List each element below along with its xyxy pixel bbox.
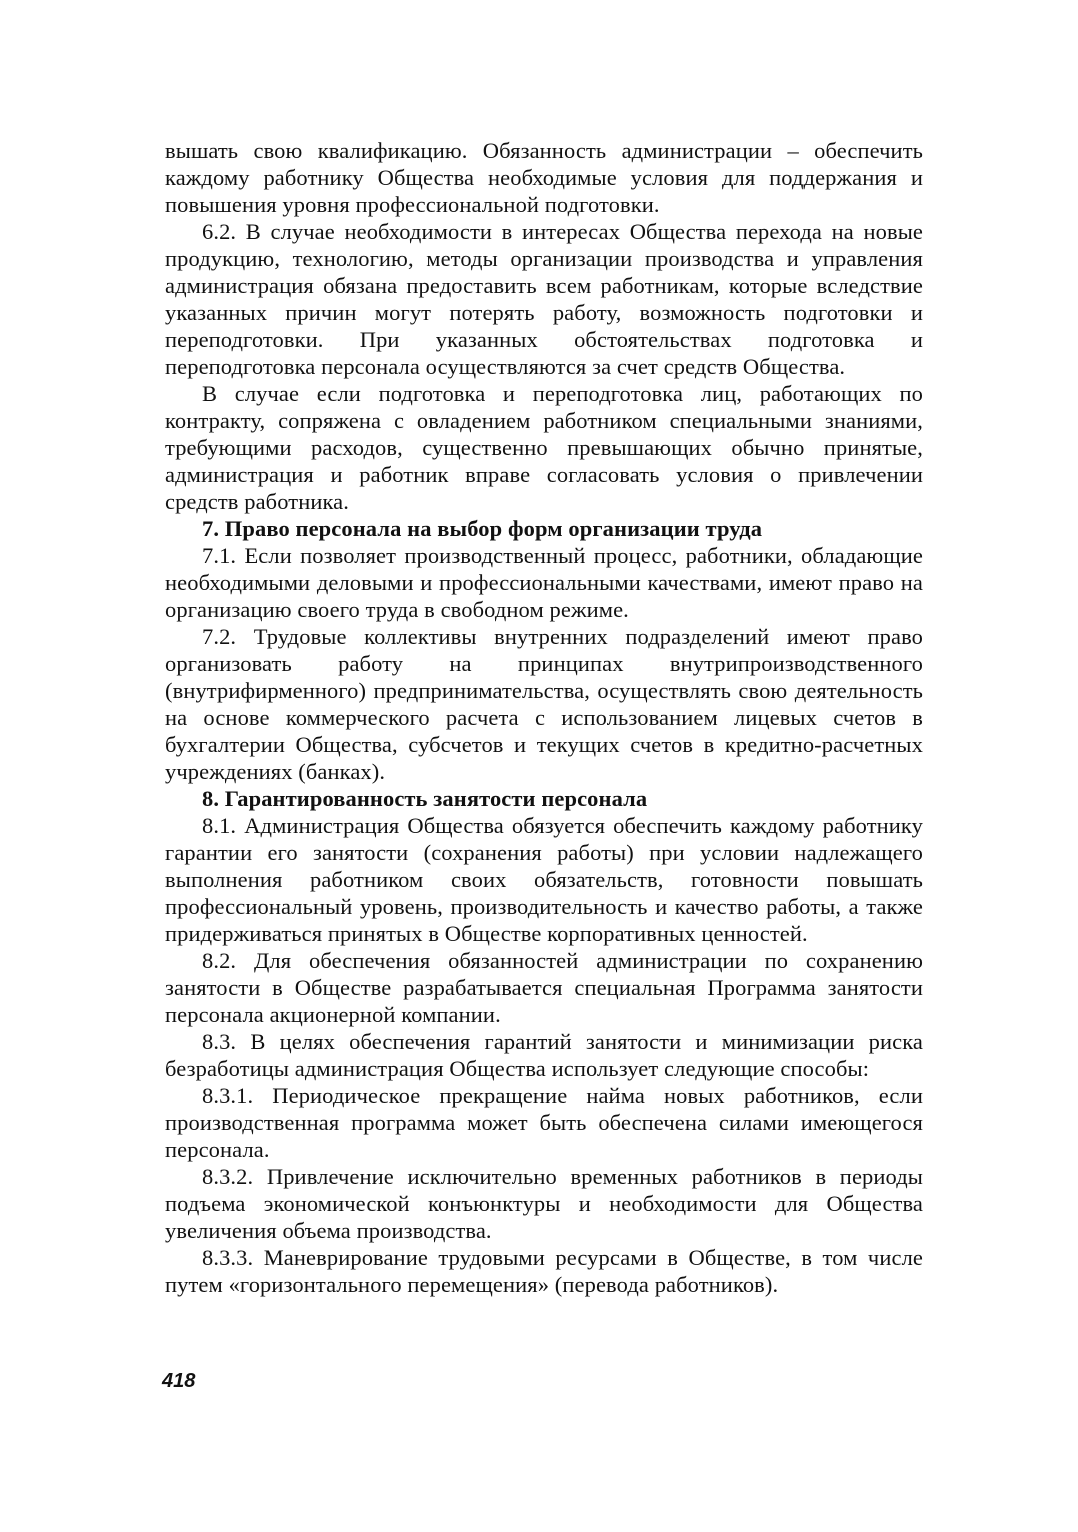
page-number: 418 xyxy=(162,1370,196,1392)
paragraph-7-2: 7.2. Трудовые коллективы внутренних подразделений имеют право организовать работу на принципах внутрипроизводственного (внутрифирменного) предпринимательства, осуществлять свою деятельность на основе коммерческого расчета с использованием лицевых счетов в бухгалтерии Общества, субсчетов и текущих счетов в кредитно-расчетных учреждениях (банках). xyxy=(165,624,923,784)
paragraph-8-3-2: 8.3.2. Привлечение исключительно временных работников в периоды подъема экономической конъюнктуры и необходимости для Общества увеличения объема производства. xyxy=(165,1164,923,1243)
section-heading-8: 8. Гарантированность занятости персонала xyxy=(202,786,648,811)
paragraph-8-3-3: 8.3.3. Маневрирование трудовыми ресурсами в Обществе, в том числе путем «горизонтального перемещения» (перевода работников). xyxy=(165,1245,923,1297)
section-heading-7: 7. Право персонала на выбор форм организации труда xyxy=(202,516,763,541)
paragraph-8-3: 8.3. В целях обеспечения гарантий занятости и минимизации риска безработицы администрация Общества использует следующие способы: xyxy=(165,1029,923,1081)
paragraph-8-1: 8.1. Администрация Общества обязуется обеспечить каждому работнику гарантии его занятости (сохранения работы) при условии надлежащего выполнения работником своих обязательств, готовности повышать профессиональный уровень, производительность и качество работы, а также придерживаться принятых в Обществе корпоративных ценностей. xyxy=(165,813,923,946)
paragraph-6-2: 6.2. В случае необходимости в интересах Общества перехода на новые продукцию, технологию, методы организации производства и управления администрация обязана предоставить всем работникам, которые вследствие указанных причин могут потерять работу, возможность подготовки и переподготовки. При указанных обстоятельствах подготовка и переподготовка персонала осуществляются за счет средств Общества. xyxy=(165,219,923,379)
paragraph-7-1: 7.1. Если позволяет производственный процесс, работники, обладающие необходимыми деловыми и профессиональными качествами, имеют право на организацию своего труда в свободном режиме. xyxy=(165,543,923,622)
page-body xyxy=(165,137,923,1298)
paragraph-8-3-1: 8.3.1. Периодическое прекращение найма новых работников, если производственная программа может быть обеспечена силами имеющегося персонала. xyxy=(165,1083,923,1162)
paragraph-8-2: 8.2. Для обеспечения обязанностей администрации по сохранению занятости в Обществе разрабатывается специальная Программа занятости персонала акционерной компании. xyxy=(165,948,923,1027)
paragraph-contract-training: В случае если подготовка и переподготовка лиц, работающих по контракту, сопряжена с овладением работником специальными знаниями, требующими расходов, существенно превышающих обычно принятые, администрация и работник вправе согласовать условия о привлечении средств работника. xyxy=(165,381,923,514)
paragraph-continuation: вышать свою квалификацию. Обязанность администрации – обеспечить каждому работнику Общества необходимые условия для поддержания и повышения уровня профессиональной подготовки. xyxy=(165,138,923,217)
